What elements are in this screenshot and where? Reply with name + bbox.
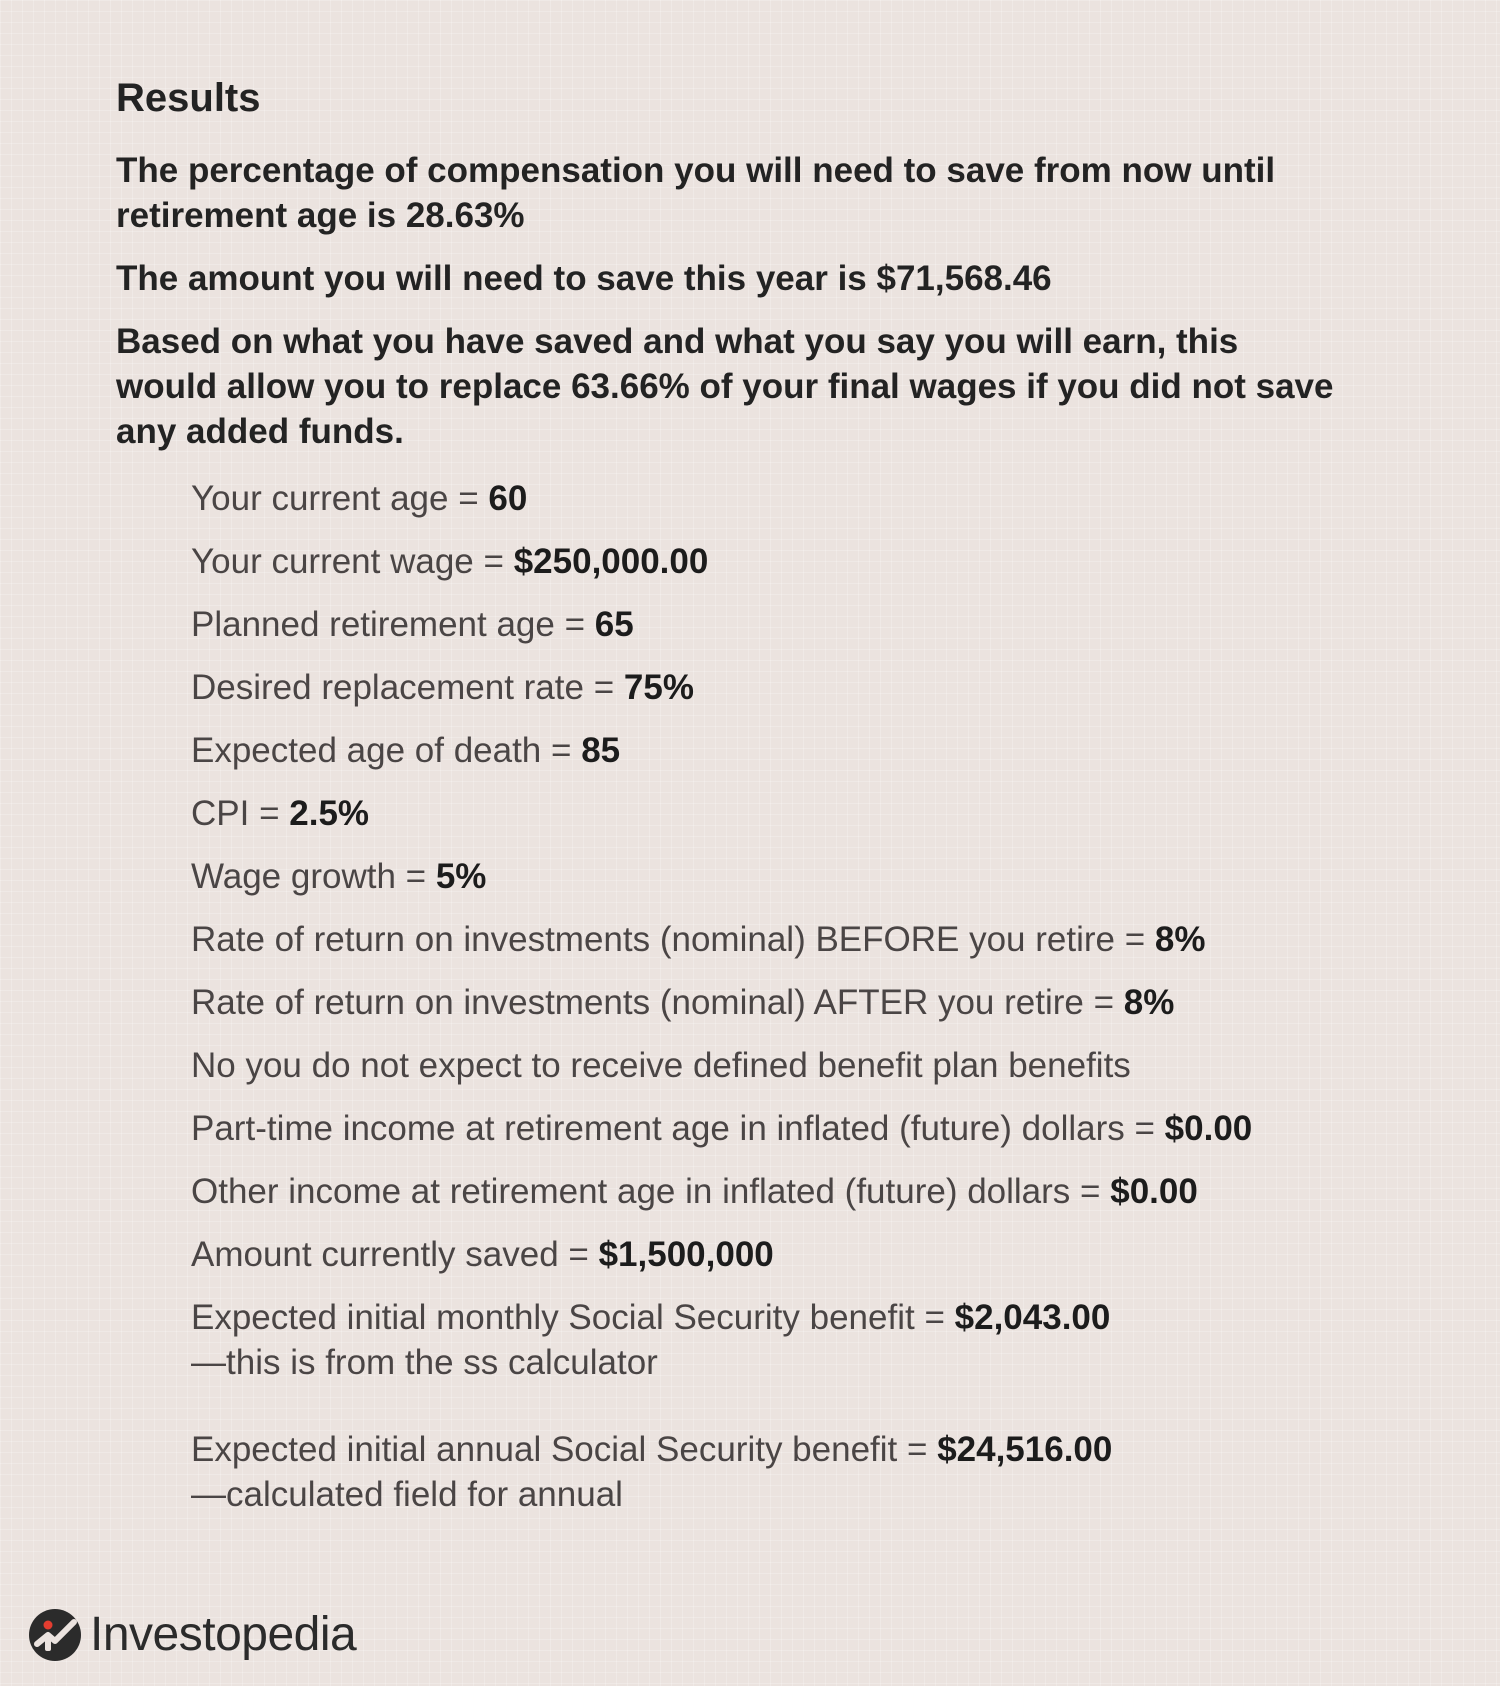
- input-cpi: [191, 791, 1376, 836]
- summary-save-amount: The amount you will need to save this year is $71,568.46: [116, 259, 1052, 298]
- input-other-income: [191, 1169, 1376, 1214]
- equals-sign: =: [405, 857, 427, 896]
- input-replacement-rate: [191, 665, 1376, 710]
- input-label: Your current wage: [191, 542, 474, 581]
- inputs-list: [191, 476, 1376, 1517]
- input-label: Wage growth: [191, 857, 396, 896]
- equals-sign: =: [1093, 983, 1115, 1022]
- input-value: 2.5%: [289, 794, 370, 833]
- input-label: Your current age: [191, 479, 449, 518]
- input-value: $250,000.00: [513, 542, 709, 581]
- input-annual-ss-benefit: [191, 1427, 1376, 1517]
- equals-sign: =: [1080, 1172, 1101, 1211]
- input-value: 65: [594, 605, 634, 644]
- summary-replacement-rate: Based on what you have saved and what you say you will earn, this would allow you to replace 63.66% of your final wages if you did not save any added funds.: [116, 322, 1334, 451]
- input-current-wage: [191, 539, 1376, 584]
- input-label: Desired replacement rate: [191, 668, 584, 707]
- input-label: CPI: [191, 794, 250, 833]
- input-value: 60: [488, 479, 528, 518]
- input-value: $1,500,000: [598, 1235, 774, 1274]
- equals-sign: =: [568, 1235, 589, 1274]
- investopedia-logo: [28, 1605, 356, 1665]
- input-label: Rate of return on investments (nominal) BEFORE you retire: [191, 920, 1115, 959]
- input-value: 8%: [1123, 983, 1175, 1022]
- results-panel: [116, 74, 1376, 1535]
- input-age-of-death: [191, 728, 1376, 773]
- summary-save-percentage: The percentage of compensation you will need to save from now until retirement age is 28.63%: [116, 151, 1276, 235]
- results-heading: Results: [116, 76, 261, 120]
- input-return-before: [191, 917, 1376, 962]
- equals-sign: =: [458, 479, 479, 518]
- brand-name: Investopedia: [90, 1608, 357, 1661]
- equals-sign: =: [907, 1430, 928, 1469]
- input-label: Other income at retirement age in inflated (future) dollars: [191, 1172, 1071, 1211]
- input-retirement-age: [191, 602, 1376, 647]
- investopedia-logo-icon: [28, 1608, 82, 1662]
- input-label: Rate of return on investments (nominal) AFTER you retire: [191, 983, 1084, 1022]
- input-wage-growth: [191, 854, 1376, 899]
- equals-sign: =: [259, 794, 280, 833]
- input-value: 85: [581, 731, 621, 770]
- input-return-after: [191, 980, 1376, 1025]
- input-label: Part-time income at retirement age in inflated (future) dollars: [191, 1109, 1125, 1148]
- equals-sign: =: [564, 605, 586, 644]
- input-label: Expected initial monthly Social Security benefit: [191, 1298, 915, 1337]
- input-label: Expected age of death: [191, 731, 542, 770]
- equals-sign: =: [551, 731, 572, 770]
- equals-sign: =: [924, 1298, 945, 1337]
- equals-sign: =: [1124, 920, 1146, 959]
- input-monthly-ss-benefit: [191, 1295, 1376, 1385]
- input-value: $0.00: [1164, 1109, 1253, 1148]
- equals-sign: =: [483, 542, 504, 581]
- input-value: $0.00: [1110, 1172, 1198, 1211]
- input-note: —calculated field for annual: [191, 1475, 623, 1514]
- input-value: 75%: [623, 668, 694, 707]
- input-current-age: [191, 476, 1376, 521]
- input-note: —this is from the ss calculator: [191, 1343, 658, 1382]
- input-label: Amount currently saved: [191, 1235, 559, 1274]
- input-label: Expected initial annual Social Security benefit: [191, 1430, 898, 1469]
- equals-sign: =: [1134, 1109, 1155, 1148]
- input-value: 8%: [1154, 920, 1206, 959]
- input-part-time-income: [191, 1106, 1376, 1151]
- input-defined-benefit: [191, 1043, 1376, 1088]
- equals-sign: =: [593, 668, 615, 707]
- input-amount-saved: [191, 1232, 1376, 1277]
- input-value: 5%: [435, 857, 487, 896]
- input-value: $24,516.00: [937, 1430, 1113, 1469]
- input-value: $2,043.00: [954, 1298, 1111, 1337]
- input-label: Planned retirement age: [191, 605, 555, 644]
- input-label: No you do not expect to receive defined benefit plan benefits: [191, 1046, 1131, 1085]
